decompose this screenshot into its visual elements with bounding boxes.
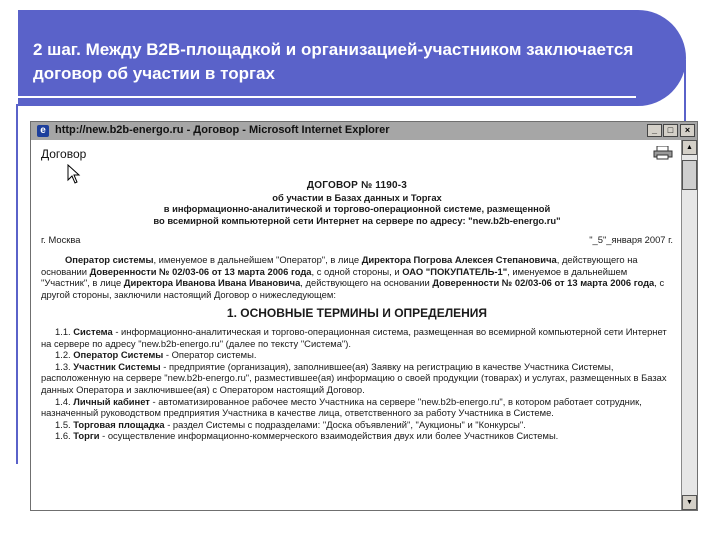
definition-item: [41, 419, 673, 431]
preamble-text: Директора Погрова Алексея Степановича: [361, 253, 557, 265]
maximize-button[interactable]: □: [663, 124, 678, 137]
contract-city: г. Москва: [41, 234, 81, 246]
preamble-text: , именуемое в дальнейшем "Оператор", в лице: [153, 253, 362, 265]
definition-item: [41, 430, 673, 442]
definition-text: - Оператор системы.: [163, 349, 257, 361]
definition-item: [41, 396, 673, 419]
browser-window: [30, 121, 698, 511]
contract-system-line-1: в информационно-аналитической и торгово-операционной системе, размещенной: [163, 203, 551, 215]
definition-number: 1.1.: [55, 325, 74, 337]
vertical-scrollbar[interactable]: [681, 140, 697, 510]
definition-term: Торги: [73, 430, 100, 442]
definition-text: - предприятие (организация), заполнившее(ая) Заявку на регистрацию в качестве Участника Системы, расположенную на сервере "new.b2b-energo.ru", разместившее(ая) информацию о своей продукции (товарах) и услугах, размещенных в Базах данных Оператора и заключившее(ая) с Оператором настоящий Договор.: [41, 360, 667, 395]
definition-number: 1.3.: [55, 360, 74, 372]
right-decor-line: [684, 60, 686, 130]
contract-document: [41, 180, 673, 442]
definition-text: - раздел Системы с подразделами: "Доска объявлений", "Аукционы" и "Конкурсы".: [164, 418, 526, 430]
preamble-text: , с одной стороны, и: [311, 265, 403, 277]
definition-item: [41, 326, 673, 349]
contract-title: ДОГОВОР № 1190-3: [306, 180, 408, 191]
left-decor-line: [16, 104, 18, 464]
definition-term: Личный кабинет: [73, 395, 150, 407]
preamble-text: , именуемое в дальнейшем "Участник", в лице: [41, 265, 628, 289]
definition-number: 1.6.: [55, 430, 74, 442]
close-button[interactable]: ×: [680, 124, 695, 137]
definition-number: 1.5.: [55, 418, 74, 430]
preamble-text: Оператор системы: [65, 253, 154, 265]
definition-text: - информационно-аналитическая и торгово-операционная система, размещенная во всемирной компьютерной сети Интернет на сервере по адресу "new.b2b-energo.ru" (далее по тексту "Система").: [41, 325, 667, 349]
document-label: Договор: [41, 147, 87, 161]
definition-term: Оператор Системы: [73, 349, 164, 361]
section-title: 1. ОСНОВНЫЕ ТЕРМИНЫ И ОПРЕДЕЛЕНИЯ: [226, 306, 488, 321]
definition-item: [41, 361, 673, 396]
scroll-down-button[interactable]: ▼: [682, 495, 697, 510]
browser-title: http://new.b2b-energo.ru - Договор - Microsoft Internet Explorer: [55, 124, 390, 136]
definition-number: 1.4.: [55, 395, 74, 407]
preamble-text: , действующего на основании: [300, 277, 433, 289]
preamble-text: ОАО "ПОКУПАТЕЛЬ-1": [402, 265, 508, 277]
contract-subtitle: об участии в Базах данных и Торгах: [272, 191, 442, 203]
contract-date: "_5"_января 2007 г.: [589, 234, 673, 246]
definitions-list: [41, 326, 673, 442]
city-date-row: [41, 234, 673, 246]
definition-item: [41, 349, 673, 361]
browser-titlebar: [31, 122, 697, 140]
preamble-text: , с другой стороны, заключили настоящий Договор о нижеследующем:: [41, 277, 665, 300]
contract-system-line-2: во всемирной компьютерной сети Интернет на сервере по адресу: "new.b2b-energo.ru": [153, 214, 561, 226]
preamble-text: Доверенности № 02/03-06 от 13 марта 2006 года: [432, 277, 655, 289]
scroll-thumb[interactable]: [682, 160, 697, 190]
definition-number: 1.2.: [55, 349, 74, 361]
title-underline: [18, 96, 636, 98]
slide-title: 2 шаг. Между B2B-площадкой и организацией-участником заключается договор об участии в торгах: [33, 40, 634, 83]
preamble-text: , действующего на основании: [41, 253, 638, 277]
scroll-up-button[interactable]: ▲: [682, 140, 697, 155]
ie-logo-icon: e: [37, 125, 49, 137]
preamble-text: Доверенности № 02/03-06 от 13 марта 2006 года: [89, 265, 312, 277]
definition-term: Торговая площадка: [73, 418, 165, 430]
definition-term: Участник Системы: [73, 360, 161, 372]
minimize-button[interactable]: _: [647, 124, 662, 137]
definition-term: Система: [73, 325, 113, 337]
definition-text: - осуществление информационно-коммерческого взаимодействия двух или более Участников Системы.: [99, 430, 559, 442]
preamble-text: Директора Иванова Ивана Ивановича: [123, 277, 301, 289]
definition-text: - автоматизированное рабочее место Участника на сервере "new.b2b-energo.ru", в котором работает сотрудник, назначенный руководством предприятия Участника в качестве лица, ответственного за работу Участника в Системе.: [41, 395, 642, 419]
print-icon[interactable]: [653, 146, 673, 160]
contract-preamble: [41, 254, 673, 300]
